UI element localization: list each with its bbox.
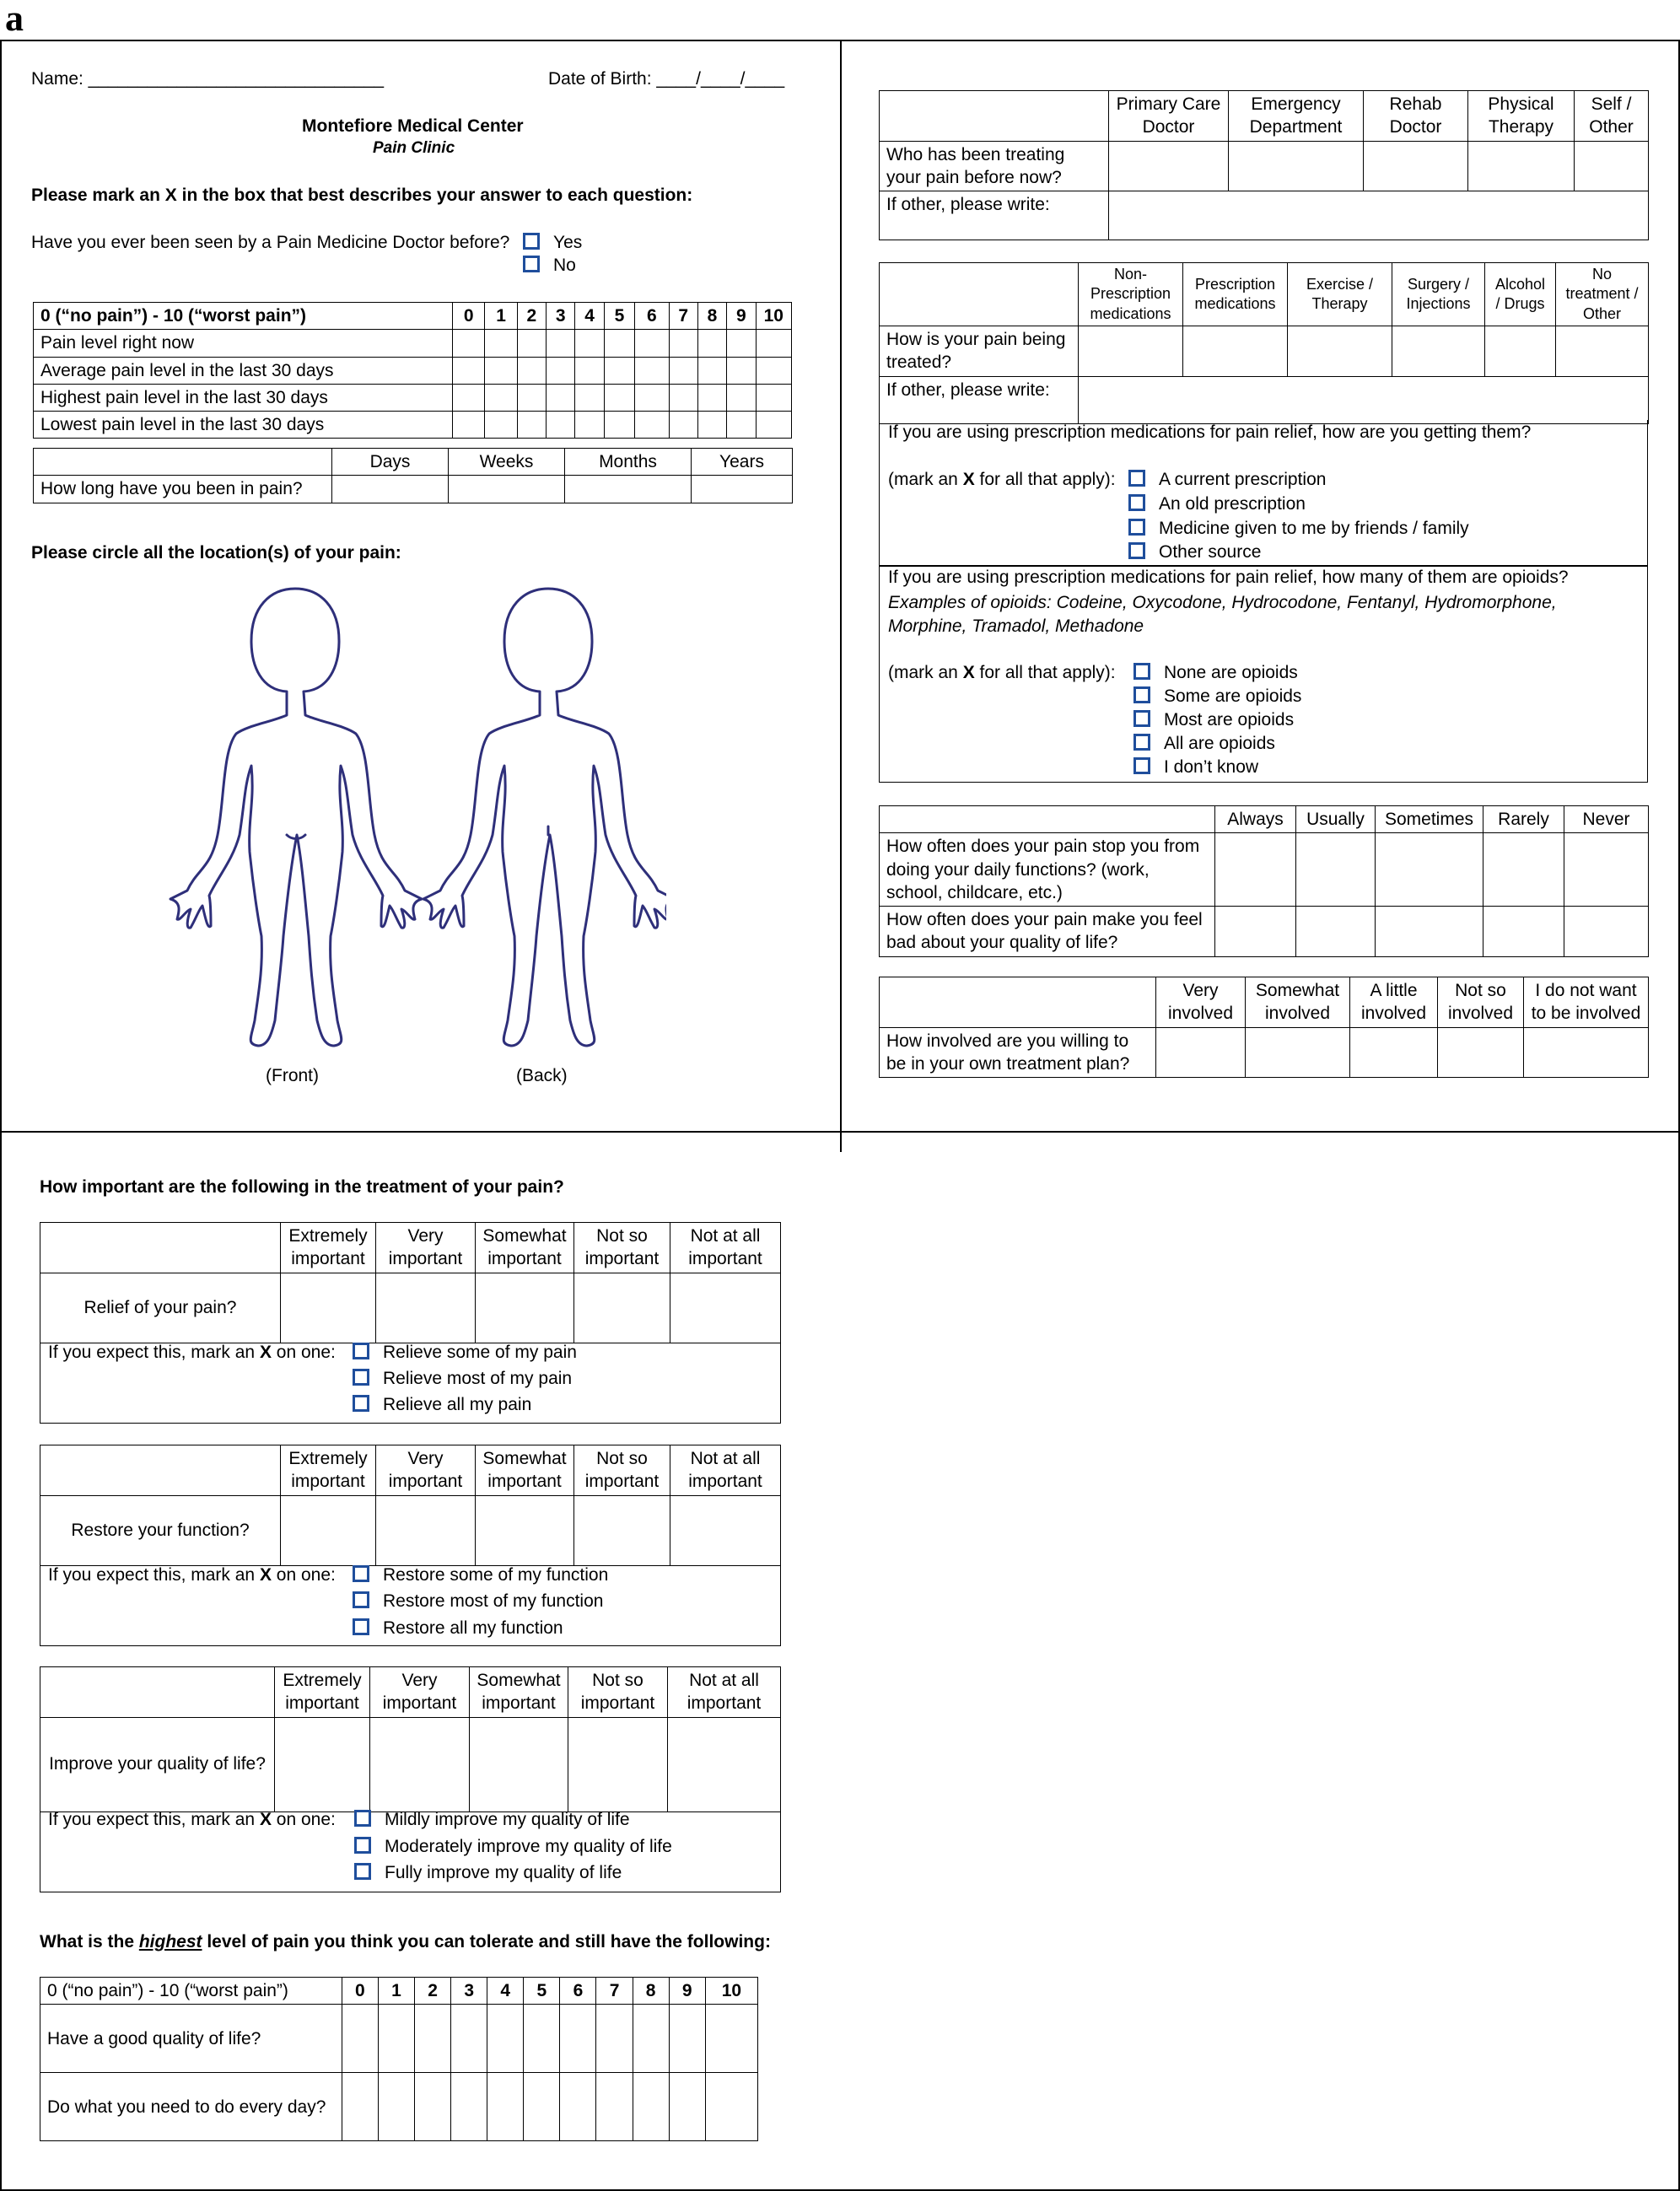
- importance-col: Very important: [376, 1445, 476, 1496]
- treating-row: Who has been treating your pain before now?: [880, 141, 1649, 191]
- body-diagram[interactable]: [160, 582, 666, 1054]
- treated-other-row: If other, please write:: [880, 376, 1649, 423]
- expect-instruction: If you expect this, mark an X on one:: [48, 1810, 336, 1829]
- frequency-col: Usually: [1296, 806, 1376, 833]
- tolerate-title: What is the highest level of pain you think you can tolerate and still have the following:: [40, 1932, 771, 1951]
- getting-question: If you are using prescription medications for pain relief, how are you getting them?: [888, 423, 1532, 442]
- treating-other-row: If other, please write:: [880, 191, 1649, 240]
- treating-col: Rehab Doctor: [1364, 91, 1468, 142]
- importance-col: Very important: [370, 1667, 470, 1718]
- importance-col: Extremely important: [281, 1223, 376, 1273]
- importance-table-quality: [40, 1666, 781, 1892]
- pain-scale-table: [33, 302, 792, 439]
- back-label: (Back): [516, 1066, 568, 1085]
- involvement-row: How involved are you willing to be in your own treatment plan?: [880, 1027, 1649, 1078]
- frequency-row: How often does your pain stop you from doing your daily functions? (work, school, childcare, etc.): [880, 833, 1649, 907]
- pain-col: 5: [604, 303, 634, 330]
- tolerate-table: [40, 1977, 758, 2141]
- pain-col: 8: [697, 303, 726, 330]
- pain-col: 6: [635, 303, 669, 330]
- treated-col: Surgery / Injections: [1392, 263, 1485, 326]
- checkbox-icon[interactable]: [1133, 686, 1150, 703]
- opioids-option[interactable]: Most are opioids: [1133, 710, 1294, 730]
- treated-col: Alcohol / Drugs: [1485, 263, 1556, 326]
- seen-before-no[interactable]: No: [523, 256, 576, 276]
- treating-col: Emergency Department: [1229, 91, 1364, 142]
- treating-other-input[interactable]: [1109, 191, 1649, 240]
- checkbox-icon[interactable]: [1128, 519, 1145, 536]
- quality-option[interactable]: Fully improve my quality of life: [354, 1863, 622, 1883]
- checkbox-icon[interactable]: [353, 1395, 369, 1412]
- treated-col: Exercise / Therapy: [1288, 263, 1392, 326]
- opioids-mark-instruction: (mark an X for all that apply):: [888, 663, 1116, 682]
- seen-before-question: Have you ever been seen by a Pain Medicine Doctor before?: [31, 233, 510, 252]
- importance-title: How important are the following in the treatment of your pain?: [40, 1177, 564, 1197]
- importance-col: Somewhat important: [476, 1223, 574, 1273]
- treating-col: Self / Other: [1575, 91, 1649, 142]
- duration-col: Weeks: [449, 449, 565, 476]
- relief-option[interactable]: Relieve all my pain: [353, 1395, 531, 1415]
- importance-table-function: [40, 1445, 781, 1646]
- treated-row: How is your pain being treated?: [880, 326, 1649, 377]
- checkbox-icon[interactable]: [353, 1369, 369, 1386]
- involvement-col: Somewhat involved: [1246, 977, 1350, 1028]
- opioids-option[interactable]: Some are opioids: [1133, 686, 1301, 707]
- opioids-option[interactable]: All are opioids: [1133, 734, 1275, 754]
- center-name: Montefiore Medical Center: [302, 116, 524, 136]
- pain-col: 9: [727, 303, 756, 330]
- dob-field[interactable]: Date of Birth: ____/____/____: [548, 69, 785, 89]
- checkbox-icon[interactable]: [523, 256, 540, 272]
- checkbox-icon[interactable]: [1133, 734, 1150, 751]
- name-field[interactable]: Name: ______________________________: [31, 69, 385, 89]
- tolerate-col: 5: [524, 1978, 560, 2005]
- pain-row: Lowest pain level in the last 30 days: [34, 412, 792, 439]
- pain-col: 3: [547, 303, 575, 330]
- importance-col: Not so important: [568, 1667, 668, 1718]
- frequency-col: Sometimes: [1376, 806, 1483, 833]
- importance-col: Not so important: [574, 1445, 670, 1496]
- checkbox-icon[interactable]: [1133, 710, 1150, 727]
- importance-col: Extremely important: [281, 1445, 376, 1496]
- involvement-col: I do not want to be involved: [1524, 977, 1649, 1028]
- pain-col: 1: [485, 303, 517, 330]
- function-option[interactable]: Restore most of my function: [353, 1591, 603, 1612]
- tolerate-col: 7: [596, 1978, 633, 2005]
- tolerate-col: 1: [378, 1978, 414, 2005]
- involvement-col: Very involved: [1156, 977, 1246, 1028]
- pain-col: 10: [756, 303, 791, 330]
- importance-col: Somewhat important: [470, 1667, 568, 1718]
- tolerate-header: 0 (“no pain”) - 10 (“worst pain”): [40, 1978, 342, 2005]
- frequency-col: Never: [1564, 806, 1649, 833]
- duration-col: Years: [692, 449, 793, 476]
- tolerate-col: 0: [342, 1978, 378, 2005]
- checkbox-icon[interactable]: [353, 1343, 369, 1359]
- medication-divider: [879, 565, 1648, 567]
- checkbox-icon[interactable]: [1128, 494, 1145, 511]
- instructions: Please mark an X in the box that best describes your answer to each question:: [31, 186, 693, 205]
- duration-row: How long have you been in pain?: [34, 476, 793, 503]
- tolerate-col: 3: [451, 1978, 487, 2005]
- treating-col: Physical Therapy: [1468, 91, 1575, 142]
- involvement-col: A little involved: [1350, 977, 1438, 1028]
- importance-col: Not so important: [574, 1223, 670, 1273]
- involvement-col: Not so involved: [1438, 977, 1524, 1028]
- checkbox-icon[interactable]: [1128, 542, 1145, 559]
- clinic-name: Pain Clinic: [373, 139, 455, 157]
- body-back-figure[interactable]: [423, 589, 666, 1046]
- importance-col: Not at all important: [670, 1445, 781, 1496]
- getting-mark-instruction: (mark an X for all that apply):: [888, 470, 1116, 489]
- body-front-figure[interactable]: [170, 589, 422, 1046]
- tolerate-col: 8: [633, 1978, 669, 2005]
- treated-col: Prescription medications: [1183, 263, 1288, 326]
- importance-col: Not at all important: [670, 1223, 781, 1273]
- frequency-row: How often does your pain make you feel bad about your quality of life?: [880, 907, 1649, 957]
- pain-scale-header: 0 (“no pain”) - 10 (“worst pain”): [34, 303, 453, 330]
- getting-option[interactable]: A current prescription: [1128, 470, 1326, 490]
- checkbox-icon[interactable]: [354, 1810, 371, 1827]
- treated-col: Non-Prescription medications: [1079, 263, 1183, 326]
- duration-col: Days: [332, 449, 449, 476]
- checkbox-icon[interactable]: [1133, 663, 1150, 680]
- checkbox-icon[interactable]: [523, 233, 540, 250]
- locations-title: Please circle all the location(s) of your pain:: [31, 543, 401, 563]
- pain-col: 7: [669, 303, 697, 330]
- checkbox-icon[interactable]: [1133, 757, 1150, 774]
- importance-row: Improve your quality of life?: [40, 1717, 781, 1811]
- pain-col: 2: [517, 303, 546, 330]
- checkbox-icon[interactable]: [353, 1565, 369, 1582]
- checkbox-icon[interactable]: [1128, 470, 1145, 487]
- pain-row: Pain level right now: [34, 330, 792, 357]
- treating-col: Primary Care Doctor: [1109, 91, 1229, 142]
- importance-col: Somewhat important: [476, 1445, 574, 1496]
- importance-col: Not at all important: [668, 1667, 781, 1718]
- quality-option[interactable]: Mildly improve my quality of life: [354, 1810, 630, 1830]
- checkbox-icon[interactable]: [354, 1837, 371, 1854]
- treated-col: No treatment / Other: [1556, 263, 1649, 326]
- checkbox-icon[interactable]: [353, 1591, 369, 1608]
- opioids-option[interactable]: I don’t know: [1133, 757, 1258, 778]
- opioids-examples: Examples of opioids: Codeine, Oxycodone, Hydrocodone, Fentanyl, Hydromorphone, Morphine, Tramadol, Methadone: [888, 593, 1557, 637]
- relief-option[interactable]: Relieve most of my pain: [353, 1369, 572, 1389]
- importance-row: Restore your function?: [40, 1495, 781, 1565]
- function-option[interactable]: Restore some of my function: [353, 1565, 608, 1585]
- tolerate-row: Have a good quality of life?: [40, 2005, 758, 2073]
- figure-label: a: [5, 0, 24, 39]
- treated-table: [879, 262, 1649, 424]
- expect-instruction: If you expect this, mark an X on one:: [48, 1565, 336, 1585]
- checkbox-icon[interactable]: [353, 1618, 369, 1635]
- pain-col: 4: [575, 303, 604, 330]
- tolerate-row: Do what you need to do every day?: [40, 2073, 758, 2141]
- tolerate-col: 10: [705, 1978, 757, 2005]
- frequency-col: Rarely: [1483, 806, 1564, 833]
- pain-row: Average pain level in the last 30 days: [34, 357, 792, 384]
- duration-table: [33, 448, 793, 503]
- seen-before-yes[interactable]: Yes: [523, 233, 582, 253]
- tolerate-col: 4: [487, 1978, 524, 2005]
- pain-col: 0: [452, 303, 484, 330]
- opioids-question: If you are using prescription medications for pain relief, how many of them are opioids?: [888, 568, 1569, 587]
- function-option[interactable]: Restore all my function: [353, 1618, 563, 1639]
- expect-instruction: If you expect this, mark an X on one:: [48, 1343, 336, 1362]
- importance-col: Extremely important: [275, 1667, 370, 1718]
- frequency-col: Always: [1215, 806, 1296, 833]
- tolerate-col: 9: [669, 1978, 705, 2005]
- relief-option[interactable]: Relieve some of my pain: [353, 1343, 577, 1363]
- treated-other-input[interactable]: [1079, 376, 1649, 423]
- quality-option[interactable]: Moderately improve my quality of life: [354, 1837, 672, 1857]
- frequency-table: [879, 805, 1649, 957]
- involvement-table: [879, 977, 1649, 1078]
- importance-table-relief: [40, 1222, 781, 1424]
- importance-col: Very important: [376, 1223, 476, 1273]
- front-label: (Front): [266, 1066, 319, 1085]
- getting-option[interactable]: Other source: [1128, 542, 1261, 563]
- opioids-option[interactable]: None are opioids: [1133, 663, 1298, 683]
- treating-table: [879, 90, 1649, 240]
- getting-option[interactable]: An old prescription: [1128, 494, 1306, 514]
- importance-row: Relief of your pain?: [40, 1273, 781, 1343]
- checkbox-icon[interactable]: [354, 1863, 371, 1880]
- duration-col: Months: [565, 449, 692, 476]
- tolerate-col: 6: [560, 1978, 596, 2005]
- pain-row: Highest pain level in the last 30 days: [34, 384, 792, 411]
- tolerate-col: 2: [415, 1978, 451, 2005]
- getting-option[interactable]: Medicine given to me by friends / family: [1128, 519, 1469, 539]
